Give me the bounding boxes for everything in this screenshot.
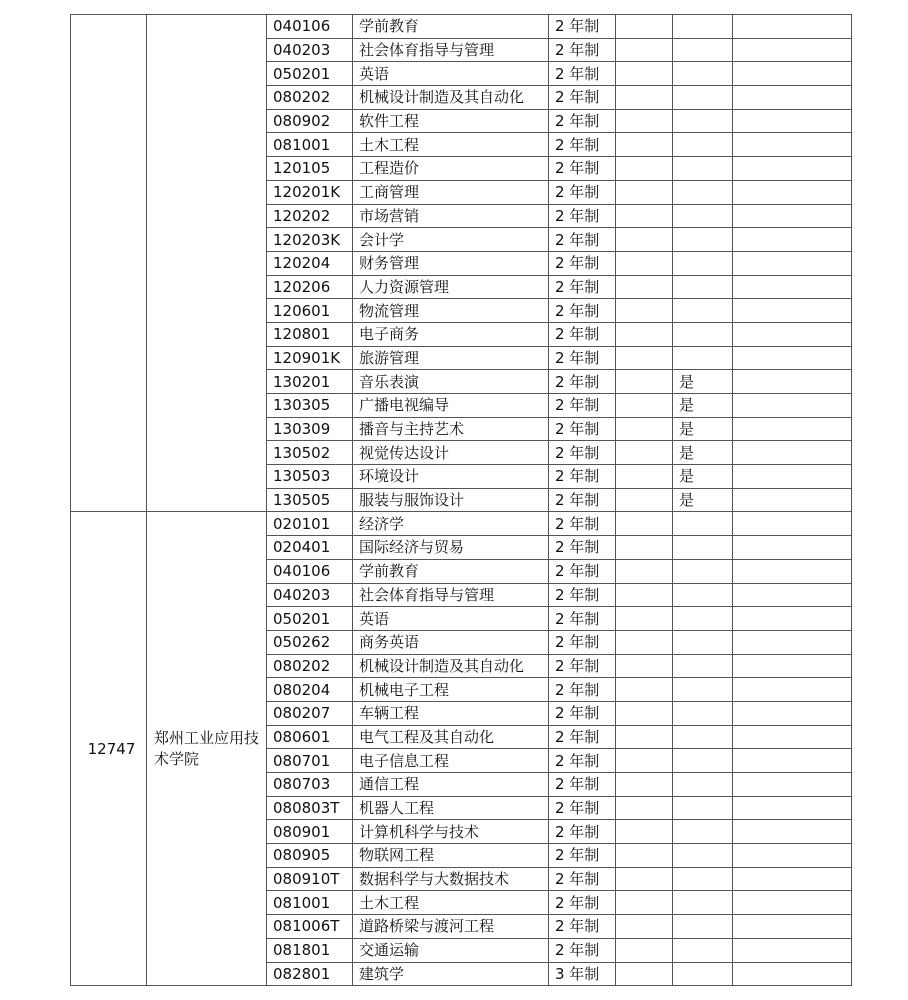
major-name: 旅游管理 [353,346,549,370]
flag-cell [673,915,733,939]
flag-cell [673,820,733,844]
blank-cell [616,465,673,489]
major-code: 040203 [267,583,353,607]
blank-cell [733,15,852,39]
flag-cell [673,62,733,86]
blank-cell [616,607,673,631]
blank-cell [733,512,852,536]
school-code: 12747 [71,512,147,986]
blank-cell [733,488,852,512]
major-name: 学前教育 [353,559,549,583]
blank-cell [616,441,673,465]
major-name: 广播电视编导 [353,394,549,418]
major-code: 050201 [267,607,353,631]
blank-cell [733,204,852,228]
duration: 2 年制 [549,322,616,346]
blank-cell [733,701,852,725]
flag-cell: 是 [673,441,733,465]
blank-cell [616,299,673,323]
duration: 3 年制 [549,962,616,986]
blank-cell [733,915,852,939]
duration: 2 年制 [549,441,616,465]
flag-cell [673,678,733,702]
major-code: 120204 [267,251,353,275]
duration: 2 年制 [549,346,616,370]
duration: 2 年制 [549,38,616,62]
blank-cell [733,299,852,323]
major-code: 081801 [267,938,353,962]
major-name: 财务管理 [353,251,549,275]
major-name: 计算机科学与技术 [353,820,549,844]
blank-cell [616,15,673,39]
major-name: 电子商务 [353,322,549,346]
major-code: 080207 [267,701,353,725]
major-name: 机械设计制造及其自动化 [353,654,549,678]
blank-cell [616,488,673,512]
major-name: 会计学 [353,228,549,252]
blank-cell [616,38,673,62]
blank-cell [616,86,673,110]
blank-cell [616,62,673,86]
duration: 2 年制 [549,678,616,702]
flag-cell [673,38,733,62]
flag-cell [673,275,733,299]
blank-cell [733,654,852,678]
blank-cell [616,275,673,299]
flag-cell [673,157,733,181]
major-name: 建筑学 [353,962,549,986]
blank-cell [733,678,852,702]
blank-cell [733,583,852,607]
duration: 2 年制 [549,15,616,39]
flag-cell [673,346,733,370]
blank-cell [616,559,673,583]
flag-cell [673,251,733,275]
flag-cell [673,938,733,962]
duration: 2 年制 [549,915,616,939]
major-name: 软件工程 [353,109,549,133]
major-code: 081001 [267,133,353,157]
blank-cell [616,773,673,797]
school-code [71,15,147,512]
major-name: 英语 [353,62,549,86]
blank-cell [733,844,852,868]
major-code: 082801 [267,962,353,986]
blank-cell [733,938,852,962]
major-name: 物联网工程 [353,844,549,868]
duration: 2 年制 [549,62,616,86]
duration: 2 年制 [549,654,616,678]
flag-cell [673,844,733,868]
flag-cell [673,228,733,252]
blank-cell [616,204,673,228]
blank-cell [733,465,852,489]
duration: 2 年制 [549,275,616,299]
duration: 2 年制 [549,228,616,252]
major-code: 130201 [267,370,353,394]
major-name: 学前教育 [353,15,549,39]
duration: 2 年制 [549,891,616,915]
blank-cell [733,749,852,773]
blank-cell [733,867,852,891]
major-code: 120202 [267,204,353,228]
flag-cell [673,180,733,204]
flag-cell [673,654,733,678]
major-code: 120801 [267,322,353,346]
duration: 2 年制 [549,607,616,631]
flag-cell [673,583,733,607]
duration: 2 年制 [549,109,616,133]
major-code: 050262 [267,630,353,654]
major-code: 130505 [267,488,353,512]
blank-cell [616,725,673,749]
flag-cell [673,867,733,891]
flag-cell [673,607,733,631]
major-code: 020401 [267,536,353,560]
duration: 2 年制 [549,512,616,536]
blank-cell [616,322,673,346]
blank-cell [616,536,673,560]
blank-cell [733,630,852,654]
major-code: 080701 [267,749,353,773]
flag-cell [673,299,733,323]
blank-cell [733,251,852,275]
major-name: 通信工程 [353,773,549,797]
major-table-body [71,15,852,986]
major-code: 130305 [267,394,353,418]
duration: 2 年制 [549,701,616,725]
major-name: 视觉传达设计 [353,441,549,465]
duration: 2 年制 [549,938,616,962]
major-name: 英语 [353,607,549,631]
blank-cell [616,417,673,441]
blank-cell [733,796,852,820]
major-name: 经济学 [353,512,549,536]
blank-cell [616,630,673,654]
blank-cell [733,109,852,133]
school-name: 郑州工业应用技术学院 [147,512,267,986]
major-name: 服装与服饰设计 [353,488,549,512]
major-code: 080703 [267,773,353,797]
major-name: 市场营销 [353,204,549,228]
major-name: 商务英语 [353,630,549,654]
blank-cell [733,86,852,110]
major-name: 土木工程 [353,891,549,915]
flag-cell: 是 [673,417,733,441]
blank-cell [733,607,852,631]
major-name: 社会体育指导与管理 [353,38,549,62]
duration: 2 年制 [549,157,616,181]
major-code: 130503 [267,465,353,489]
duration: 2 年制 [549,488,616,512]
blank-cell [616,370,673,394]
major-name: 数据科学与大数据技术 [353,867,549,891]
blank-cell [616,251,673,275]
major-code: 080910T [267,867,353,891]
blank-cell [616,867,673,891]
blank-cell [616,346,673,370]
duration: 2 年制 [549,773,616,797]
flag-cell: 是 [673,370,733,394]
flag-cell [673,133,733,157]
flag-cell: 是 [673,488,733,512]
duration: 2 年制 [549,559,616,583]
blank-cell [616,820,673,844]
major-name: 环境设计 [353,465,549,489]
flag-cell [673,701,733,725]
blank-cell [733,228,852,252]
blank-cell [616,891,673,915]
duration: 2 年制 [549,133,616,157]
duration: 2 年制 [549,299,616,323]
duration: 2 年制 [549,820,616,844]
major-code: 080204 [267,678,353,702]
flag-cell [673,204,733,228]
major-code: 080905 [267,844,353,868]
flag-cell [673,559,733,583]
flag-cell [673,322,733,346]
blank-cell [733,820,852,844]
blank-cell [616,512,673,536]
blank-cell [733,157,852,181]
major-code: 130502 [267,441,353,465]
blank-cell [733,773,852,797]
major-code: 120206 [267,275,353,299]
major-code: 120105 [267,157,353,181]
major-code: 120201K [267,180,353,204]
blank-cell [616,133,673,157]
major-name: 电气工程及其自动化 [353,725,549,749]
blank-cell [733,536,852,560]
major-name: 物流管理 [353,299,549,323]
major-name: 交通运输 [353,938,549,962]
major-code: 040203 [267,38,353,62]
major-code: 080902 [267,109,353,133]
major-name: 社会体育指导与管理 [353,583,549,607]
major-name: 人力资源管理 [353,275,549,299]
duration: 2 年制 [549,844,616,868]
duration: 2 年制 [549,630,616,654]
major-code: 080803T [267,796,353,820]
blank-cell [616,749,673,773]
blank-cell [733,62,852,86]
duration: 2 年制 [549,370,616,394]
blank-cell [733,394,852,418]
duration: 2 年制 [549,251,616,275]
major-table-container [70,14,852,986]
blank-cell [616,938,673,962]
major-code: 120203K [267,228,353,252]
duration: 2 年制 [549,417,616,441]
major-code: 050201 [267,62,353,86]
blank-cell [616,583,673,607]
flag-cell [673,891,733,915]
major-code: 081006T [267,915,353,939]
blank-cell [616,796,673,820]
blank-cell [733,441,852,465]
major-code: 020101 [267,512,353,536]
blank-cell [733,133,852,157]
blank-cell [616,844,673,868]
major-code: 040106 [267,559,353,583]
flag-cell [673,796,733,820]
blank-cell [733,962,852,986]
duration: 2 年制 [549,204,616,228]
blank-cell [733,891,852,915]
duration: 2 年制 [549,180,616,204]
major-name: 播音与主持艺术 [353,417,549,441]
flag-cell [673,86,733,110]
blank-cell [616,654,673,678]
major-name: 国际经济与贸易 [353,536,549,560]
duration: 2 年制 [549,465,616,489]
major-name: 机器人工程 [353,796,549,820]
blank-cell [733,322,852,346]
blank-cell [733,180,852,204]
blank-cell [733,38,852,62]
blank-cell [733,725,852,749]
blank-cell [616,157,673,181]
major-code: 080601 [267,725,353,749]
major-code: 040106 [267,15,353,39]
table-row [71,15,852,39]
duration: 2 年制 [549,86,616,110]
flag-cell [673,773,733,797]
duration: 2 年制 [549,796,616,820]
duration: 2 年制 [549,749,616,773]
major-code: 080202 [267,86,353,110]
blank-cell [733,275,852,299]
flag-cell [673,749,733,773]
major-code: 120901K [267,346,353,370]
blank-cell [616,109,673,133]
duration: 2 年制 [549,583,616,607]
flag-cell: 是 [673,394,733,418]
major-table [70,14,852,986]
flag-cell [673,512,733,536]
major-name: 土木工程 [353,133,549,157]
major-name: 音乐表演 [353,370,549,394]
major-name: 道路桥梁与渡河工程 [353,915,549,939]
flag-cell [673,630,733,654]
duration: 2 年制 [549,536,616,560]
blank-cell [733,346,852,370]
flag-cell [673,109,733,133]
major-name: 工商管理 [353,180,549,204]
blank-cell [616,180,673,204]
flag-cell [673,962,733,986]
flag-cell [673,725,733,749]
blank-cell [733,417,852,441]
flag-cell [673,536,733,560]
duration: 2 年制 [549,394,616,418]
blank-cell [616,915,673,939]
blank-cell [733,559,852,583]
major-code: 080901 [267,820,353,844]
major-name: 机械设计制造及其自动化 [353,86,549,110]
blank-cell [616,394,673,418]
major-name: 机械电子工程 [353,678,549,702]
blank-cell [733,370,852,394]
flag-cell: 是 [673,465,733,489]
duration: 2 年制 [549,725,616,749]
table-row [71,512,852,536]
flag-cell [673,15,733,39]
blank-cell [616,701,673,725]
major-code: 080202 [267,654,353,678]
major-name: 车辆工程 [353,701,549,725]
major-name: 工程造价 [353,157,549,181]
blank-cell [616,228,673,252]
blank-cell [616,962,673,986]
school-name [147,15,267,512]
blank-cell [616,678,673,702]
duration: 2 年制 [549,867,616,891]
major-code: 081001 [267,891,353,915]
major-code: 130309 [267,417,353,441]
major-code: 120601 [267,299,353,323]
major-name: 电子信息工程 [353,749,549,773]
